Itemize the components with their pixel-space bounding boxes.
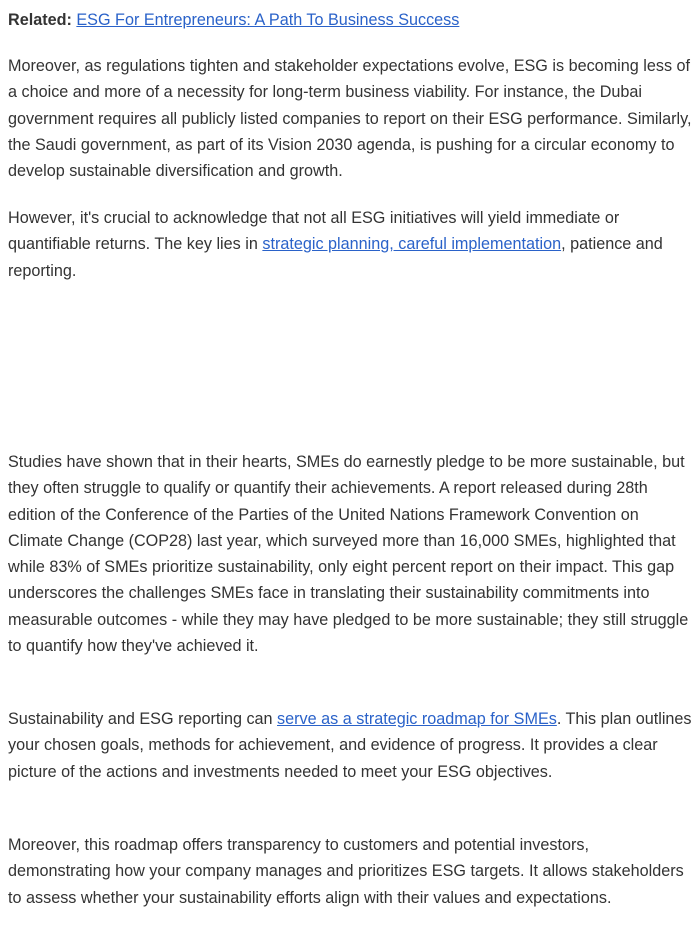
paragraph-studies: Studies have shown that in their hearts, SMEs do earnestly pledge to be more sustainable, but they often struggle to qualify or quantify their achievements. A report released during 28th edition of the Conference of the Parties of the United Nations Framework Convention on Climate Change (COP28) last year, which surveyed more than 16,000 SMEs, highlighted that while 83% of SMEs prioritize sustainability, only eight percent report on their impact. This gap underscores the challenges SMEs face in translating their sustainability commitments into measurable outcomes - while they may have pledged to be more sustainable; they still struggle to quantify how they've achieved it. [8, 453, 689, 656]
related-article-link[interactable]: ESG For Entrepreneurs: A Path To Business Success [76, 11, 460, 29]
paragraph-returns-text-start: However, it's crucial to acknowledge that not all ESG initiatives will yield immediate or quantifiable returns. The key lies in [8, 209, 620, 254]
paragraph-reporting-text-end: . This plan outlines your chosen goals, methods for achievement, and evidence of progress. It provides a clear picture of the actions and investments needed to meet your ESG objectives. [8, 710, 692, 781]
paragraph-regulations: Moreover, as regulations tighten and stakeholder expectations evolve, ESG is becoming less of a choice and more of a necessity for long-term business viability. For instance, the Dubai government requires all publicly listed companies to report on their ESG performance. Similarly, the Saudi government, as part of its Vision 2030 agenda, is pushing for a circular economy to develop sustainable diversification and growth. [8, 57, 692, 181]
paragraph-reporting [8, 706, 692, 785]
blank-ad-slot [8, 292, 692, 442]
paragraph-reporting-text-start: Sustainability and ESG reporting can [8, 710, 278, 728]
paragraph-transparency: Moreover, this roadmap offers transparency to customers and potential investors, demonstrating how your company manages and prioritizes ESG targets. It allows stakeholders to assess whether your sustainability efforts align with their values and expectations. [8, 836, 684, 907]
related-label: Related: [8, 11, 72, 29]
paragraph-returns-text-end: , patience and reporting. [8, 235, 663, 280]
strategic-planning-link[interactable]: strategic planning, careful implementation [262, 235, 562, 254]
related-article [8, 7, 692, 33]
paragraph-returns [8, 205, 692, 284]
strategic-roadmap-link[interactable]: serve as a strategic roadmap for SMEs [277, 710, 557, 728]
